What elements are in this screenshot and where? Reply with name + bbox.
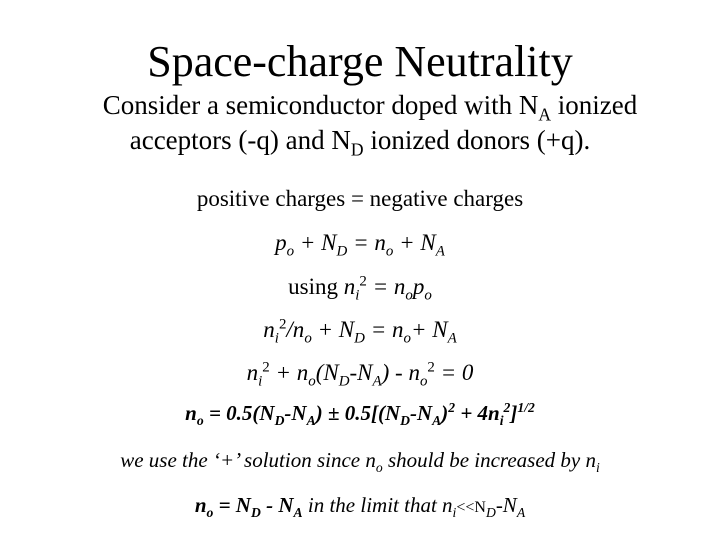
equation-mass-action [0, 272, 720, 302]
eq-text: + N [311, 317, 355, 342]
eq-text: /n [286, 317, 305, 342]
superscript: 2 [278, 316, 287, 333]
subscript: D [354, 330, 365, 347]
subscript: o [308, 373, 316, 390]
intro-line-1 [10, 88, 720, 125]
subscript: A [435, 243, 445, 260]
eq-text: + 4n [455, 401, 500, 425]
eq-text: ) - n [381, 360, 420, 385]
superscript: 2 [448, 400, 456, 415]
subscript: o [405, 287, 413, 304]
eq-text: + N [410, 317, 448, 342]
subscript: A [516, 505, 526, 521]
eq-text: n [185, 401, 197, 425]
eq-text: n [194, 493, 207, 517]
subscript: A [538, 104, 552, 125]
superscript: 2 [262, 359, 270, 376]
eq-text: ) ± 0.5[(N [315, 401, 401, 425]
equation-solution [0, 398, 720, 428]
eq-text: p [412, 274, 425, 299]
eq-text: + N [393, 230, 436, 255]
subscript: i [258, 373, 263, 390]
subscript: A [447, 330, 457, 347]
eq-text: -N [409, 401, 433, 425]
subscript: A [432, 413, 442, 429]
equation-charge-balance-words: positive charges = negative charges [196, 186, 524, 211]
intro-text: Consider a semiconductor doped with N [102, 90, 539, 120]
eq-text: = 0 [434, 360, 474, 385]
subscript: D [485, 505, 496, 521]
subscript: o [375, 460, 383, 476]
eq-text: should be increased by n [382, 448, 596, 472]
superscript: 2 [427, 359, 435, 376]
solution-note [0, 445, 720, 475]
eq-text: -N [349, 360, 373, 385]
intro-text: acceptors (-q) and N [129, 125, 351, 155]
subscript: D [350, 139, 364, 160]
eq-text: -N [284, 401, 307, 425]
subscript: o [403, 330, 411, 347]
eq-text: using [288, 274, 344, 299]
eq-text: (N [315, 360, 339, 385]
eq-text: - N [260, 493, 294, 517]
subscript: o [385, 243, 394, 260]
subscript: i [355, 287, 360, 304]
eq-text: <<N [456, 499, 486, 516]
eq-text: = N [213, 493, 251, 517]
subscript: A [306, 413, 316, 429]
eq-text: n [343, 274, 356, 299]
eq-text: = n [347, 230, 386, 255]
intro-text: ionized donors (+q). [363, 125, 591, 155]
eq-text: -N [495, 493, 517, 517]
intro-text: ionized [551, 90, 638, 120]
subscript: i [595, 460, 600, 476]
superscript: 1/2 [517, 400, 535, 415]
eq-text: n [263, 317, 275, 342]
eq-text: = n [366, 274, 406, 299]
subscript: o [196, 413, 204, 429]
eq-text: + N [294, 230, 337, 255]
subscript: D [336, 243, 348, 260]
subscript: i [499, 413, 504, 429]
intro-line-2 [0, 123, 720, 160]
eq-text: p [275, 230, 287, 255]
subscript: i [452, 505, 457, 521]
eq-text: in the limit that n [302, 493, 453, 517]
eq-text: ) [441, 401, 449, 425]
subscript: o [206, 505, 214, 521]
subscript: o [419, 373, 428, 390]
subscript: A [372, 373, 382, 390]
equation-substituted [0, 315, 720, 345]
eq-text: ] [510, 401, 518, 425]
eq-text: = n [364, 317, 404, 342]
subscript: D [400, 413, 410, 429]
subscript: A [293, 505, 303, 521]
superscript: 2 [503, 400, 511, 415]
limit-equation [0, 490, 720, 523]
eq-text: we use the ‘+’ solution since n [120, 448, 376, 472]
subscript: D [338, 373, 350, 390]
eq-text: + n [269, 360, 309, 385]
subscript: o [304, 330, 312, 347]
superscript: 2 [359, 273, 367, 290]
equation-charge-balance [0, 228, 720, 258]
subscript: o [424, 287, 432, 304]
eq-text: = 0.5(N [203, 401, 275, 425]
subscript: D [250, 505, 261, 521]
slide-title: Space-charge Neutrality [147, 37, 573, 86]
subscript: i [274, 330, 279, 347]
subscript: D [274, 413, 285, 429]
eq-text: n [246, 360, 259, 385]
equation-quadratic [0, 358, 720, 388]
subscript: o [286, 243, 295, 260]
